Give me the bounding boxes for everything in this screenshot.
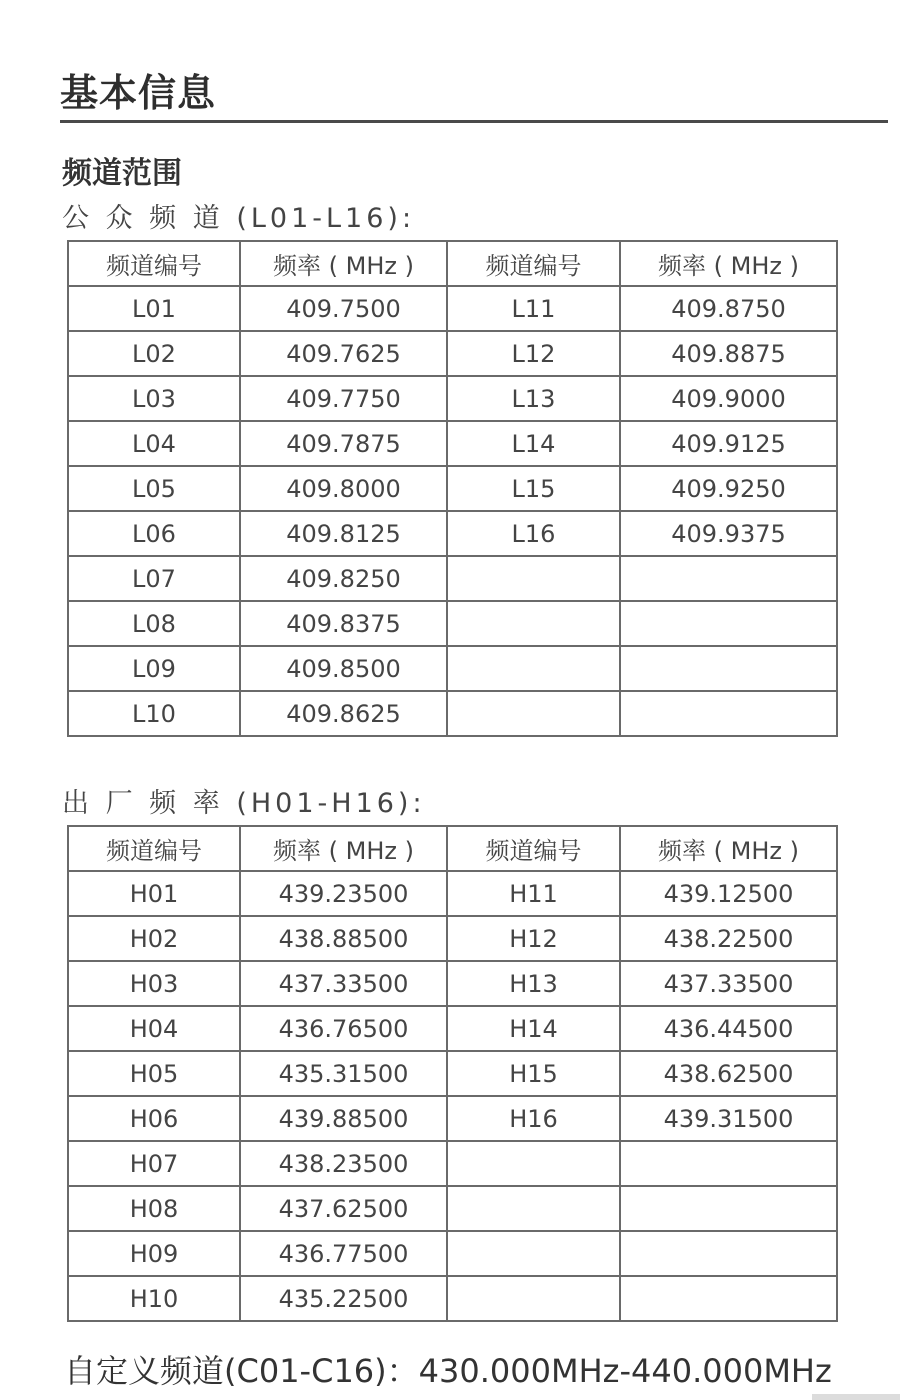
- channel-number-cell: L10: [68, 691, 240, 736]
- factory-channels-label: 出 厂 频 率 (H01-H16):: [62, 788, 426, 819]
- page-edge-tab: [812, 1394, 900, 1400]
- channel-number-cell: L05: [68, 466, 240, 511]
- table-row: [68, 1051, 837, 1096]
- frequency-cell: 437.33500: [240, 961, 447, 1006]
- table-row: [68, 916, 837, 961]
- table-row: [68, 961, 837, 1006]
- channel-number-cell: H03: [68, 961, 240, 1006]
- header-frequency: 频率 ( MHz ): [620, 826, 837, 871]
- frequency-cell: 409.8875: [620, 331, 837, 376]
- table-row: [68, 646, 837, 691]
- table-row: [68, 1141, 837, 1186]
- frequency-cell: [620, 1231, 837, 1276]
- public-channels-label: 公 众 频 道 (L01-L16):: [62, 203, 416, 234]
- frequency-cell: 436.44500: [620, 1006, 837, 1051]
- page-title: 基本信息: [60, 71, 217, 115]
- table-row: [68, 691, 837, 736]
- channel-number-cell: H04: [68, 1006, 240, 1051]
- table-row: [68, 466, 837, 511]
- channel-number-cell: L03: [68, 376, 240, 421]
- channel-number-cell: L02: [68, 331, 240, 376]
- frequency-cell: 409.9000: [620, 376, 837, 421]
- channel-number-cell: [447, 601, 620, 646]
- channel-number-cell: L16: [447, 511, 620, 556]
- frequency-cell: 409.8375: [240, 601, 447, 646]
- table-row: [68, 331, 837, 376]
- frequency-cell: [620, 556, 837, 601]
- frequency-cell: 436.76500: [240, 1006, 447, 1051]
- table-row: [68, 871, 837, 916]
- channel-number-cell: H11: [447, 871, 620, 916]
- channel-number-cell: L06: [68, 511, 240, 556]
- header-channel-number: 频道编号: [68, 826, 240, 871]
- channel-number-cell: H01: [68, 871, 240, 916]
- frequency-cell: 409.8750: [620, 286, 837, 331]
- frequency-cell: [620, 1141, 837, 1186]
- channel-number-cell: L01: [68, 286, 240, 331]
- frequency-cell: 439.12500: [620, 871, 837, 916]
- table-header-row: [68, 826, 837, 871]
- header-channel-number: 频道编号: [68, 241, 240, 286]
- section-title: 频道范围: [62, 156, 182, 191]
- frequency-cell: 439.23500: [240, 871, 447, 916]
- frequency-cell: 409.8125: [240, 511, 447, 556]
- channel-number-cell: H08: [68, 1186, 240, 1231]
- channel-number-cell: L13: [447, 376, 620, 421]
- channel-number-cell: [447, 691, 620, 736]
- public-channel-table: [67, 240, 838, 737]
- table-row: [68, 421, 837, 466]
- channel-number-cell: [447, 646, 620, 691]
- channel-number-cell: H13: [447, 961, 620, 1006]
- frequency-cell: 409.8625: [240, 691, 447, 736]
- header-channel-number: 频道编号: [447, 826, 620, 871]
- table-row: [68, 1276, 837, 1321]
- channel-number-cell: L15: [447, 466, 620, 511]
- table-row: [68, 376, 837, 421]
- channel-number-cell: H14: [447, 1006, 620, 1051]
- frequency-cell: 409.8000: [240, 466, 447, 511]
- header-channel-number: 频道编号: [447, 241, 620, 286]
- frequency-cell: 409.8500: [240, 646, 447, 691]
- channel-number-cell: H02: [68, 916, 240, 961]
- table-row: [68, 1096, 837, 1141]
- channel-number-cell: L14: [447, 421, 620, 466]
- channel-number-cell: [447, 1231, 620, 1276]
- table-row: [68, 286, 837, 331]
- channel-number-cell: H16: [447, 1096, 620, 1141]
- channel-number-cell: H15: [447, 1051, 620, 1096]
- channel-number-cell: L04: [68, 421, 240, 466]
- frequency-cell: [620, 601, 837, 646]
- channel-number-cell: L11: [447, 286, 620, 331]
- frequency-cell: 435.31500: [240, 1051, 447, 1096]
- table-row: [68, 1231, 837, 1276]
- channel-number-cell: H05: [68, 1051, 240, 1096]
- frequency-cell: [620, 646, 837, 691]
- frequency-cell: [620, 1186, 837, 1231]
- header-frequency: 频率 ( MHz ): [240, 826, 447, 871]
- frequency-cell: [620, 1276, 837, 1321]
- frequency-cell: 435.22500: [240, 1276, 447, 1321]
- frequency-cell: 409.7625: [240, 331, 447, 376]
- frequency-cell: 409.7500: [240, 286, 447, 331]
- frequency-cell: 438.88500: [240, 916, 447, 961]
- channel-number-cell: L07: [68, 556, 240, 601]
- table-row: [68, 556, 837, 601]
- frequency-cell: 438.22500: [620, 916, 837, 961]
- channel-number-cell: [447, 1186, 620, 1231]
- channel-number-cell: [447, 556, 620, 601]
- frequency-cell: 409.9375: [620, 511, 837, 556]
- frequency-cell: 409.7875: [240, 421, 447, 466]
- table-row: [68, 1006, 837, 1051]
- table-row: [68, 511, 837, 556]
- channel-number-cell: H10: [68, 1276, 240, 1321]
- frequency-cell: 436.77500: [240, 1231, 447, 1276]
- frequency-cell: 409.9125: [620, 421, 837, 466]
- header-frequency: 频率 ( MHz ): [240, 241, 447, 286]
- table-header-row: [68, 241, 837, 286]
- frequency-cell: 437.33500: [620, 961, 837, 1006]
- header-frequency: 频率 ( MHz ): [620, 241, 837, 286]
- channel-number-cell: H12: [447, 916, 620, 961]
- channel-number-cell: H09: [68, 1231, 240, 1276]
- frequency-cell: [620, 691, 837, 736]
- custom-channel-range: 自定义频道(C01-C16)：430.000MHz-440.000MHz: [64, 1352, 832, 1390]
- table-row: [68, 601, 837, 646]
- table-row: [68, 1186, 837, 1231]
- frequency-cell: 438.62500: [620, 1051, 837, 1096]
- frequency-cell: 409.9250: [620, 466, 837, 511]
- channel-number-cell: [447, 1276, 620, 1321]
- factory-channel-table: [67, 825, 838, 1322]
- channel-number-cell: L08: [68, 601, 240, 646]
- channel-number-cell: L09: [68, 646, 240, 691]
- channel-number-cell: H06: [68, 1096, 240, 1141]
- frequency-cell: 439.88500: [240, 1096, 447, 1141]
- frequency-cell: 409.7750: [240, 376, 447, 421]
- channel-number-cell: [447, 1141, 620, 1186]
- channel-number-cell: L12: [447, 331, 620, 376]
- frequency-cell: 439.31500: [620, 1096, 837, 1141]
- frequency-cell: 438.23500: [240, 1141, 447, 1186]
- title-divider: [60, 120, 888, 123]
- frequency-cell: 409.8250: [240, 556, 447, 601]
- frequency-cell: 437.62500: [240, 1186, 447, 1231]
- channel-number-cell: H07: [68, 1141, 240, 1186]
